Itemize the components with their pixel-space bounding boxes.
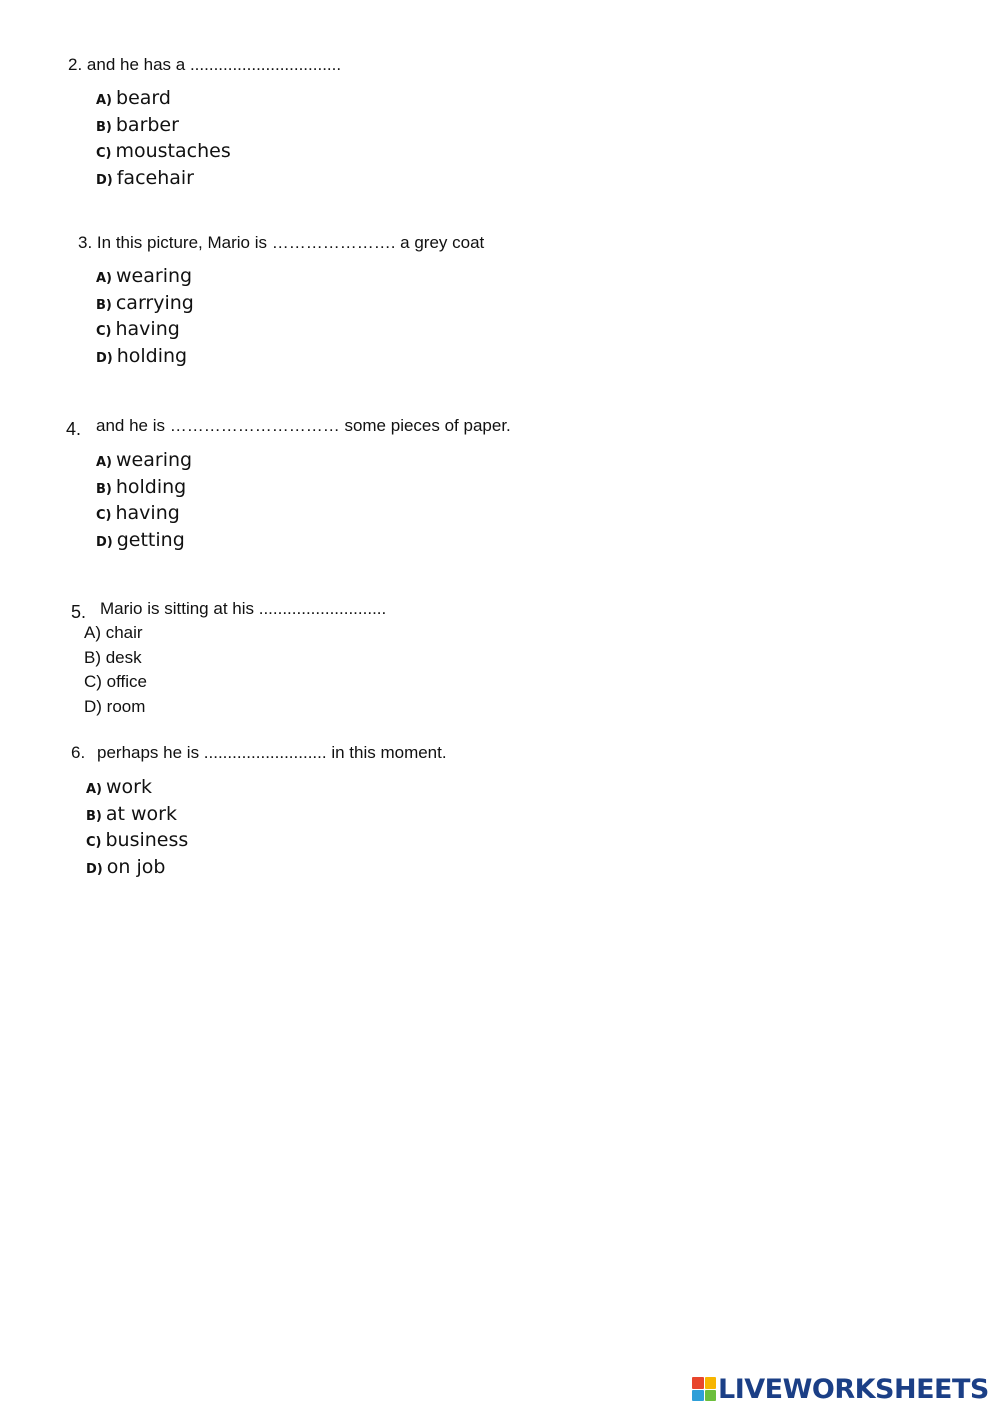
question-5: Mario is sitting at his ...........................	[100, 599, 387, 618]
question-3	[78, 233, 484, 253]
question-number-6: 6.	[71, 743, 86, 762]
option-b[interactable]: B) barber	[96, 113, 179, 136]
options-list-5	[84, 621, 147, 719]
option-d[interactable]: D) on job	[86, 855, 166, 878]
option-c[interactable]: C) having	[96, 318, 180, 340]
option-c[interactable]: C) moustaches	[96, 140, 231, 162]
logo-icon	[692, 1377, 716, 1401]
option-a[interactable]: A) work	[86, 776, 152, 798]
option-d[interactable]: D) holding	[96, 344, 188, 367]
logo-text: LIVEWORKSHEETS	[718, 1373, 989, 1405]
option-d[interactable]: D) getting	[96, 528, 185, 551]
question-number-5: 5.	[71, 602, 87, 622]
options-list-6	[86, 774, 188, 880]
question-6: perhaps he is .......................... in this moment.	[97, 743, 447, 762]
question-2	[68, 55, 341, 75]
option-c[interactable]: C) office	[84, 672, 148, 692]
question-text: and he has a ................................	[86, 55, 342, 74]
option-a[interactable]: A) wearing	[96, 265, 193, 287]
option-b[interactable]: B) desk	[84, 647, 142, 667]
options-list-3	[96, 263, 194, 369]
option-a[interactable]: A) beard	[96, 87, 171, 109]
question-4: and he is ………………………… some pieces of paper.	[96, 416, 511, 435]
option-c[interactable]: C) business	[86, 829, 189, 851]
option-c[interactable]: C) having	[96, 502, 180, 524]
liveworksheets-logo	[692, 1374, 989, 1404]
option-b[interactable]: B) at work	[86, 802, 177, 825]
option-a[interactable]: A) wearing	[96, 449, 193, 471]
option-d[interactable]: D) room	[84, 696, 146, 716]
option-b[interactable]: B) holding	[96, 475, 187, 498]
options-list-2	[96, 85, 231, 191]
options-list-4	[96, 447, 192, 553]
option-b[interactable]: B) carrying	[96, 291, 194, 314]
question-number: 3.	[78, 233, 93, 252]
question-text: In this picture, Mario is …………………. a grey coat	[96, 233, 485, 252]
question-number-4: 4.	[66, 419, 82, 439]
question-number: 2.	[68, 55, 83, 74]
option-a[interactable]: A) chair	[84, 623, 143, 642]
option-d[interactable]: D) facehair	[96, 166, 194, 189]
